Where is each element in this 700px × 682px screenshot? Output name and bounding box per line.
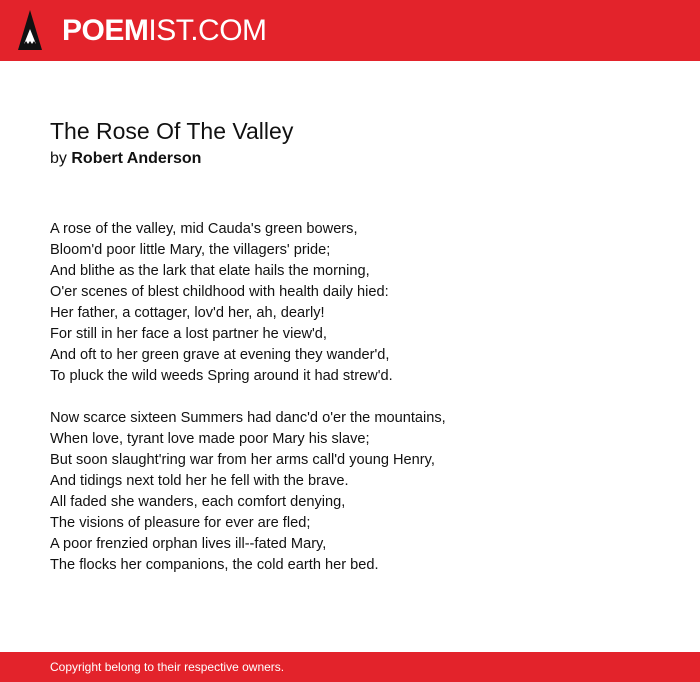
poem-line: A rose of the valley, mid Cauda's green bowers, <box>50 221 358 237</box>
poem-line: Bloom'd poor little Mary, the villagers' pride; <box>50 242 331 258</box>
poem-line: For still in her face a lost partner he view'd, <box>50 326 327 342</box>
poem-line: All faded she wanders, each comfort denying, <box>50 494 346 510</box>
poem-line: To pluck the wild weeds Spring around it had strew'd. <box>50 368 393 384</box>
poem-line: A poor frenzied orphan lives ill--fated Mary, <box>50 536 327 552</box>
poem-title: The Rose Of The Valley <box>50 118 294 144</box>
poem-line: And oft to her green grave at evening they wander'd, <box>50 347 390 363</box>
site-logo[interactable] <box>62 11 267 51</box>
copyright-text: Copyright belong to their respective owners. <box>50 660 285 674</box>
poem-line: When love, tyrant love made poor Mary his slave; <box>50 431 370 447</box>
author-name: Robert Anderson <box>71 150 202 167</box>
poem-line: Now scarce sixteen Summers had danc'd o'er the mountains, <box>50 410 446 426</box>
byline <box>50 149 201 169</box>
poem-line: The visions of pleasure for ever are fled; <box>50 515 311 531</box>
poem-line: O'er scenes of blest childhood with health daily hied: <box>50 284 389 300</box>
poem-line: But soon slaught'ring war from her arms call'd young Henry, <box>50 452 435 468</box>
poem-line: And tidings next told her he fell with the brave. <box>50 473 349 489</box>
pencil-icon[interactable] <box>18 10 42 50</box>
logo-text-light: IST.COM <box>148 14 267 47</box>
site-footer <box>0 652 700 682</box>
byline-prefix: by <box>50 150 67 167</box>
poem-body <box>50 219 670 597</box>
poem-line: And blithe as the lark that elate hails the morning, <box>50 263 370 279</box>
stanza <box>50 408 670 576</box>
stanza <box>50 219 670 387</box>
logo-text-bold: POEM <box>62 14 149 47</box>
poem-line: Her father, a cottager, lov'd her, ah, dearly! <box>50 305 325 321</box>
site-header <box>0 0 700 61</box>
poem-line: The flocks her companions, the cold earth her bed. <box>50 557 379 573</box>
